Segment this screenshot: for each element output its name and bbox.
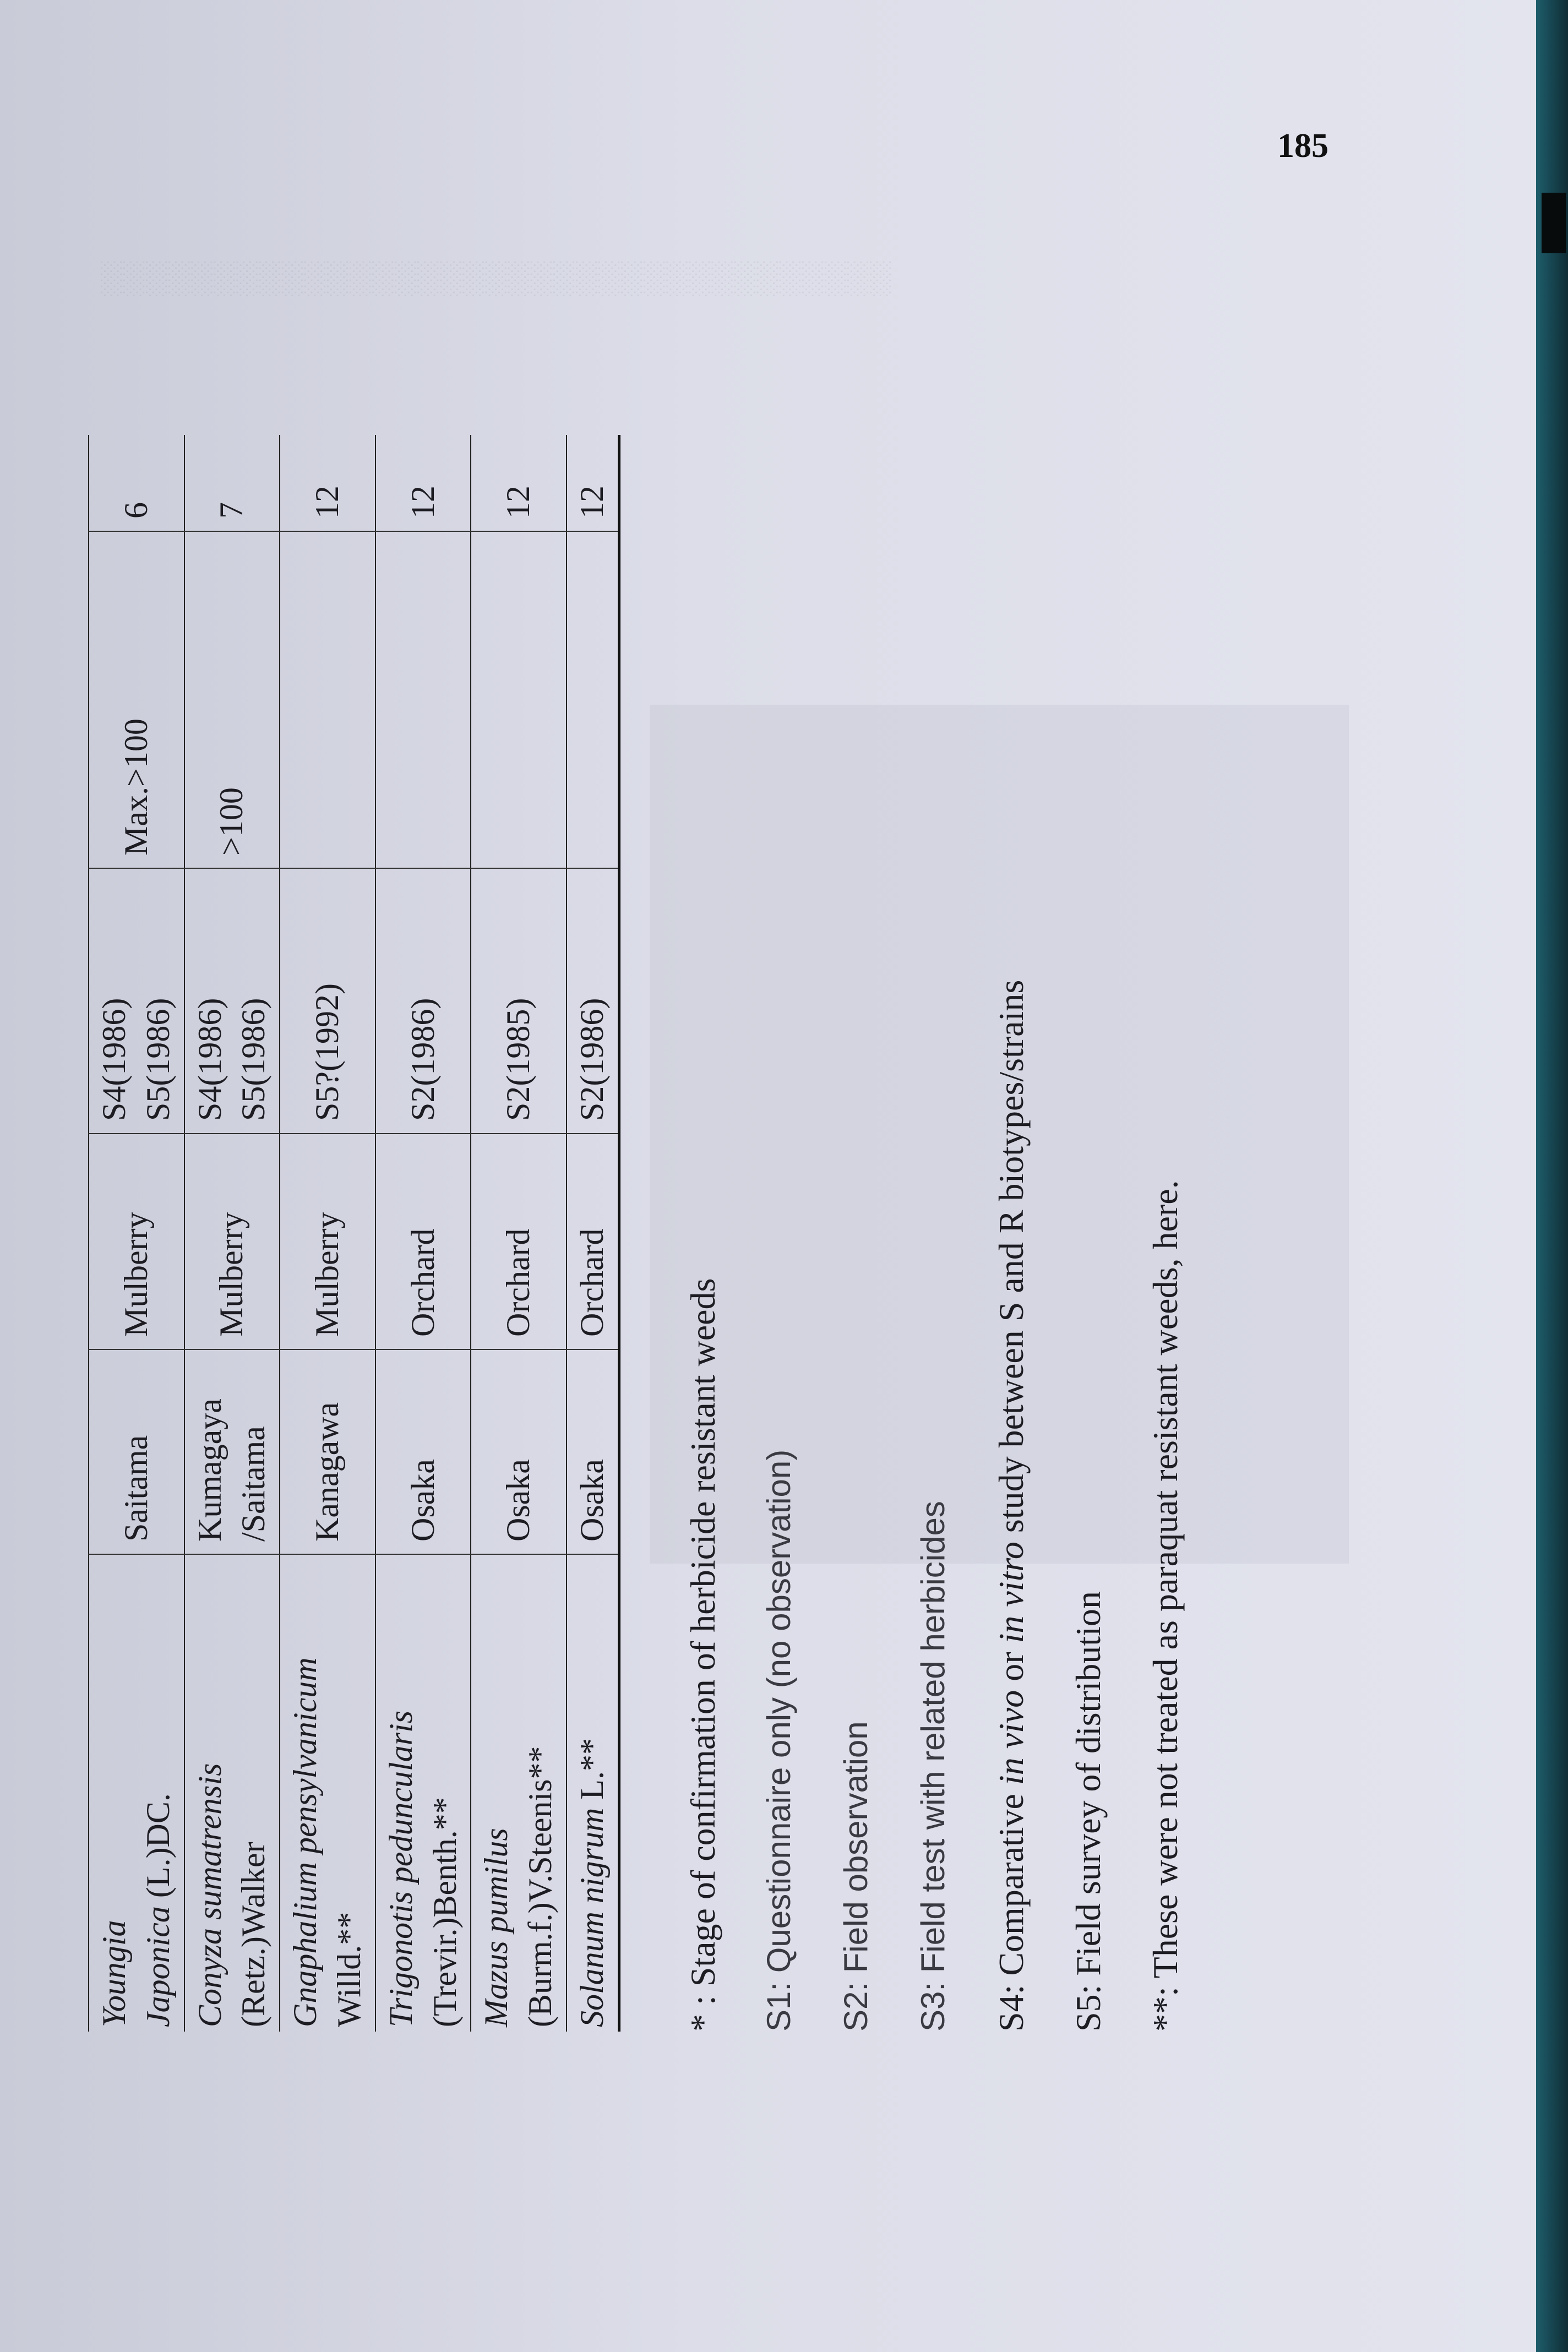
location-cell: Osaka xyxy=(471,1349,567,1554)
crop-cell: Orchard xyxy=(567,1134,619,1349)
table-row xyxy=(184,435,280,2032)
species-authority: (L.)DC. xyxy=(139,1793,176,1898)
species-name: Trigonotis peduncularis xyxy=(382,1710,419,2027)
species-authority: L.** xyxy=(573,1738,610,1800)
rotated-content xyxy=(88,435,1189,2032)
species-cell xyxy=(280,1554,375,2032)
table-row xyxy=(567,435,619,2032)
location-value: Kumagaya xyxy=(191,1398,228,1542)
species-cell xyxy=(375,1554,471,2032)
species-cell xyxy=(89,1554,184,2032)
species-name: Solanum nigrum xyxy=(573,1807,610,2027)
species-name: Conyza sumatrensis xyxy=(191,1763,228,2027)
footnote-s4-in-vivo: in vivo xyxy=(992,1690,1031,1785)
table-row xyxy=(280,435,375,2032)
table-row xyxy=(89,435,184,2032)
species-name: Youngia xyxy=(96,1920,132,2027)
stage-value-line2: S5(1986) xyxy=(139,998,176,1121)
concentration-cell xyxy=(567,531,619,868)
crop-cell: Orchard xyxy=(471,1134,567,1349)
footnote-s4 xyxy=(991,980,1032,2032)
table-row xyxy=(375,435,471,2032)
location-cell: Osaka xyxy=(375,1349,471,1554)
footnote-s4-text: S4: Comparative xyxy=(992,1785,1031,2032)
stage-value: S4(1986) xyxy=(191,998,228,1121)
table-row xyxy=(471,435,567,2032)
generations-cell: 7 xyxy=(184,435,280,531)
crop-cell: Mulberry xyxy=(280,1134,375,1349)
stage-cell: S2(1986) xyxy=(567,868,619,1134)
footnote-s2: S2: Field observation xyxy=(837,1721,874,2032)
species-authority: (Retz.)Walker xyxy=(235,1842,272,2027)
generations-cell: 6 xyxy=(89,435,184,531)
species-name: Gnaphalium pensylvanicum xyxy=(287,1657,324,2027)
concentration-cell xyxy=(375,531,471,868)
page-number: 185 xyxy=(1277,127,1329,165)
species-cell xyxy=(184,1554,280,2032)
stage-value: S4(1986) xyxy=(96,998,132,1121)
species-cell xyxy=(471,1554,567,2032)
generations-cell: 12 xyxy=(471,435,567,531)
generations-cell: 12 xyxy=(375,435,471,531)
concentration-cell: >100 xyxy=(184,531,280,868)
stage-cell xyxy=(89,868,184,1134)
resistant-weeds-table xyxy=(88,435,620,2032)
location-cell: Kanagawa xyxy=(280,1349,375,1554)
concentration-cell xyxy=(280,531,375,868)
footnote-s3: S3: Field test with related herbicides xyxy=(914,1501,951,2032)
crop-cell: Mulberry xyxy=(184,1134,280,1349)
location-value-line2: /Saitama xyxy=(235,1426,272,1542)
footnote-s5: S5: Field survey of distribution xyxy=(1069,1591,1108,2032)
stage-cell: S2(1986) xyxy=(375,868,471,1134)
concentration-cell xyxy=(471,531,567,868)
footnote-double-star: **: These were not treated as paraquat resistant weeds, here. xyxy=(1146,1180,1185,2032)
footnote-star: * : Stage of confirmation of herbicide resistant weeds xyxy=(683,1278,722,2032)
generations-cell: 12 xyxy=(567,435,619,531)
footnote-s1: S1: Questionnaire only (no observation) xyxy=(760,1449,797,2032)
location-cell: Osaka xyxy=(567,1349,619,1554)
species-name-line2: Japonica xyxy=(139,1906,176,2027)
crop-cell: Orchard xyxy=(375,1134,471,1349)
stage-value-line2: S5(1986) xyxy=(235,998,272,1121)
book-binding-edge xyxy=(1536,0,1568,2352)
stage-cell xyxy=(184,868,280,1134)
species-authority: Willd.** xyxy=(330,1912,367,2027)
species-authority: (Trevir.)Benth.** xyxy=(426,1797,463,2027)
footnote-s4-rest: study between S and R biotypes/strains xyxy=(992,979,1031,1542)
species-authority: (Burm.f.)V.Steenis** xyxy=(522,1746,559,2027)
bleed-through-shading: ░░░░░░░░░░░░░░░░░░░░░░░░░░░░░░░░░░░ xyxy=(99,259,891,295)
crop-cell: Mulberry xyxy=(89,1134,184,1349)
location-cell xyxy=(184,1349,280,1554)
species-cell xyxy=(567,1554,619,2032)
concentration-cell: Max.>100 xyxy=(89,531,184,868)
generations-cell: 12 xyxy=(280,435,375,531)
footnote-s4-in-vitro: in vitro xyxy=(992,1542,1031,1643)
binding-tab xyxy=(1542,193,1566,253)
species-name: Mazus pumilus xyxy=(478,1828,515,2027)
stage-cell: S2(1985) xyxy=(471,868,567,1134)
location-cell: Saitama xyxy=(89,1349,184,1554)
stage-cell: S5?(1992) xyxy=(280,868,375,1134)
footnote-s4-or: or xyxy=(992,1643,1031,1690)
